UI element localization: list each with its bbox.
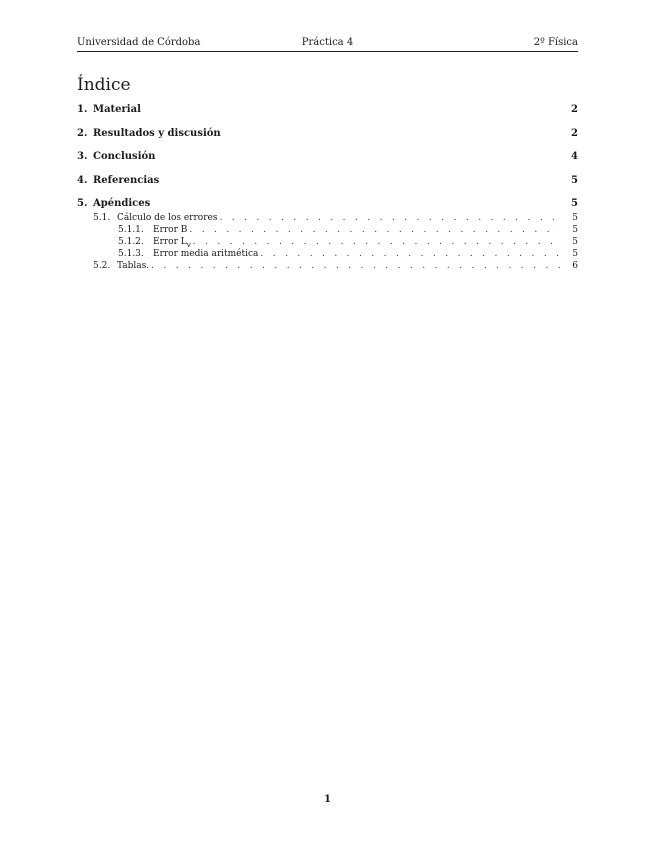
header-institution: Universidad de Córdoba [77, 37, 201, 48]
toc-title: Índice [77, 75, 131, 95]
toc-subentry-number: 5.1.2. [118, 236, 144, 247]
toc-entry-apendices[interactable] [77, 198, 578, 212]
toc-entry-title: Material [93, 104, 141, 115]
toc-entry-page: 5 [571, 174, 578, 186]
toc-subentry-title-subscript: v [186, 240, 191, 249]
toc-subentry-page: 6 [572, 260, 578, 271]
toc-entry-number: 3. [77, 151, 88, 162]
page-number: 1 [324, 794, 331, 805]
toc-entry-number: 5. [77, 198, 88, 209]
toc-subentry-title [153, 237, 193, 249]
toc-subentry-title: Error B [153, 224, 188, 235]
toc-entry-number: 4. [77, 174, 88, 186]
toc-entry-page: 5 [571, 198, 578, 209]
toc-subentry-title: Cálculo de los errores [117, 212, 218, 223]
toc-subentry-number: 5.2. [93, 260, 111, 271]
toc-subentry-error-media[interactable] [77, 249, 578, 262]
toc-subentry-calculo-errores[interactable] [77, 213, 578, 226]
dot-leader [189, 225, 560, 235]
header-title: Práctica 4 [301, 37, 354, 48]
toc-subentry-page: 5 [572, 248, 578, 259]
toc-entry-title: Resultados y discusión [93, 127, 221, 139]
page-header [77, 37, 578, 52]
toc-entry-page: 2 [571, 104, 578, 115]
toc-entry-title: Conclusión [93, 151, 156, 162]
table-of-contents [77, 104, 578, 273]
toc-entry-resultados[interactable] [77, 128, 578, 142]
toc-entry-referencias[interactable] [77, 175, 578, 189]
toc-subentry-title: Error media aritmética [153, 248, 259, 259]
toc-subentry-tablas[interactable] [77, 261, 578, 274]
toc-entry-number: 1. [77, 104, 88, 115]
toc-subentry-number: 5.1.3. [118, 248, 144, 259]
toc-subentry-page: 5 [572, 236, 578, 247]
toc-subentry-title-main: Error L [153, 236, 187, 247]
toc-subentry-title: Tablas. [117, 260, 150, 271]
toc-subentry-number: 5.1. [93, 212, 111, 223]
toc-entry-title: Referencias [93, 174, 160, 186]
toc-subentry-number: 5.1.1. [118, 224, 144, 235]
dot-leader [219, 213, 560, 223]
toc-subentry-error-b[interactable] [77, 225, 578, 238]
dot-leader [193, 237, 560, 247]
toc-subentry-page: 5 [572, 224, 578, 235]
toc-subentry-error-lv[interactable] [77, 237, 578, 250]
dot-leader [260, 249, 560, 259]
toc-entry-page: 4 [571, 151, 578, 162]
toc-entry-conclusion[interactable] [77, 151, 578, 165]
toc-subentry-page: 5 [572, 212, 578, 223]
toc-entry-material[interactable] [77, 104, 578, 118]
toc-entry-number: 2. [77, 127, 88, 139]
dot-leader [151, 261, 560, 271]
header-course: 2º Física [533, 37, 578, 48]
toc-entry-page: 2 [571, 127, 578, 139]
toc-entry-title: Apéndices [93, 198, 151, 209]
